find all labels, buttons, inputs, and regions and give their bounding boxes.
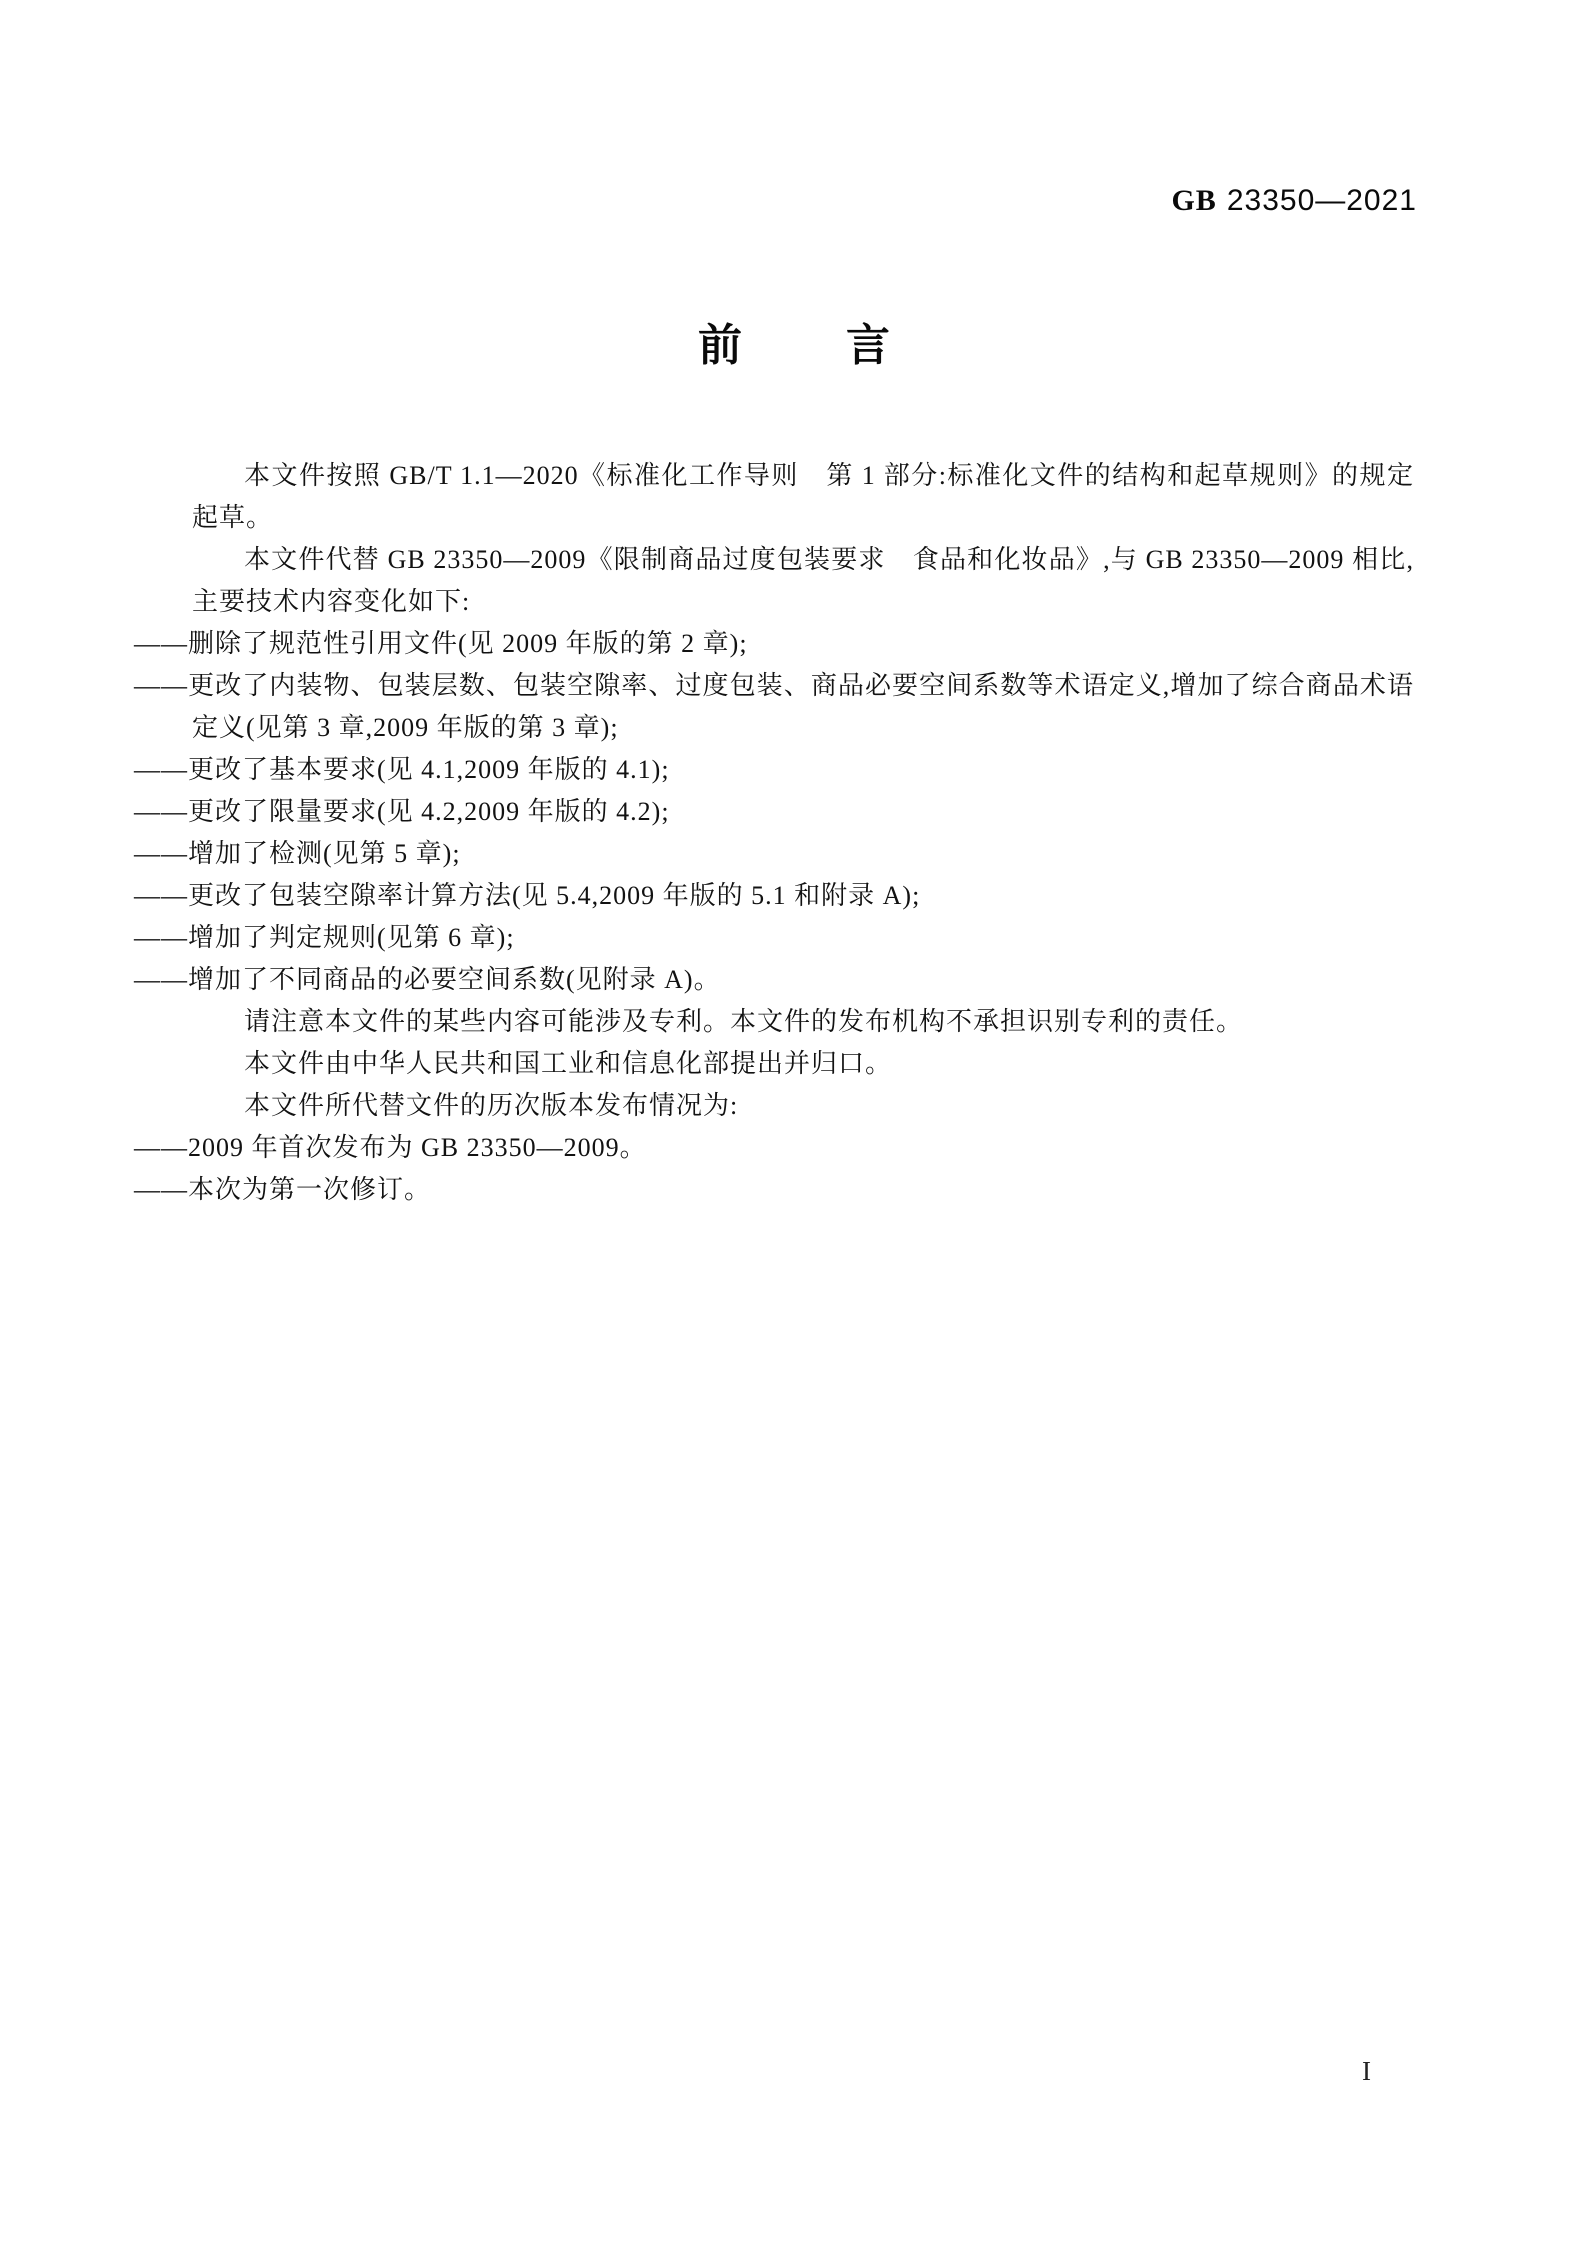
paragraph: 本文件由中华人民共和国工业和信息化部提出并归口。 <box>244 1049 893 1078</box>
list-item: ——2009 年首次发布为 GB 23350—2009。 <box>134 1133 647 1162</box>
paragraph: 本文件代替 GB 23350—2009《限制商品过度包装要求 食品和化妆品》,与 GB 23350—2009 相比,主要技术内容变化如下: <box>192 545 1414 616</box>
page-title-char-2: 言 <box>846 321 890 370</box>
page-title-char-1: 前 <box>698 321 742 370</box>
paragraph: 本文件按照 GB/T 1.1—2020《标准化工作导则 第 1 部分:标准化文件的结构和起草规则》的规定起草。 <box>192 461 1414 532</box>
list-item: ——更改了包装空隙率计算方法(见 5.4,2009 年版的 5.1 和附录 A); <box>134 881 921 910</box>
list-item: ——增加了检测(见第 5 章); <box>134 839 461 868</box>
list-item: ——更改了限量要求(见 4.2,2009 年版的 4.2); <box>134 797 670 826</box>
document-code-prefix: GB <box>1171 184 1217 217</box>
list-item: ——增加了判定规则(见第 6 章); <box>134 923 515 952</box>
list-item: ——增加了不同商品的必要空间系数(见附录 A)。 <box>134 965 721 994</box>
paragraph: 请注意本文件的某些内容可能涉及专利。本文件的发布机构不承担识别专利的责任。 <box>244 1007 1244 1036</box>
list-item: ——更改了基本要求(见 4.1,2009 年版的 4.1); <box>134 755 670 784</box>
list-item: ——删除了规范性引用文件(见 2009 年版的第 2 章); <box>134 629 748 658</box>
list-item: ——本次为第一次修订。 <box>134 1175 432 1204</box>
paragraph: 本文件所代替文件的历次版本发布情况为: <box>244 1091 739 1120</box>
list-item: ——更改了内装物、包装层数、包装空隙率、过度包装、商品必要空间系数等术语定义,增加了综合商品术语定义(见第 3 章,2009 年版的第 3 章); <box>134 671 1414 742</box>
foreword-body <box>134 455 1414 1211</box>
document-code-number: 23350—2021 <box>1226 184 1417 217</box>
document-code <box>1171 184 1417 218</box>
page-number: I <box>1362 2056 1371 2086</box>
page-title <box>0 320 1588 372</box>
